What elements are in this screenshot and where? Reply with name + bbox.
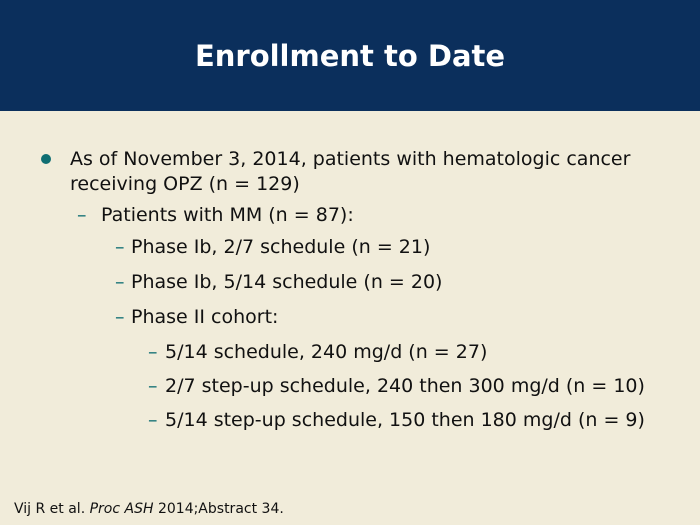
bullet-l3-phase-ii: Phase II cohort: [131, 306, 279, 328]
dash-marker: – [148, 375, 158, 397]
bullet-dot-icon [41, 154, 51, 164]
dash-marker: – [148, 341, 158, 363]
bullet-l3-phase-ib-5-14: Phase Ib, 5/14 schedule (n = 20) [131, 271, 443, 293]
slide-title: Enrollment to Date [194, 39, 506, 73]
dash-marker: – [115, 271, 125, 293]
citation-journal: Proc ASH [89, 501, 154, 517]
bullet-l4-5-14-step-up: 5/14 step-up schedule, 150 then 180 mg/d (n = 9) [165, 409, 645, 431]
dash-marker: – [77, 204, 87, 226]
citation-authors: Vij R et al. [14, 501, 90, 517]
bullet-l2-mm: Patients with MM (n = 87): [101, 204, 354, 226]
citation-footer [14, 500, 284, 518]
dash-marker: – [115, 306, 125, 328]
bullet-l1-line1: As of November 3, 2014, patients with hematologic cancer [70, 148, 631, 170]
bullet-l4-2-7-step-up: 2/7 step-up schedule, 240 then 300 mg/d (n = 10) [165, 375, 645, 397]
bullet-l1-line2: receiving OPZ (n = 129) [70, 173, 300, 195]
bullet-l3-phase-ib-2-7: Phase Ib, 2/7 schedule (n = 21) [131, 236, 431, 258]
dash-marker: – [148, 409, 158, 431]
citation-rest: 2014;Abstract 34. [153, 501, 284, 517]
dash-marker: – [115, 236, 125, 258]
bullet-l4-5-14-240: 5/14 schedule, 240 mg/d (n = 27) [165, 341, 488, 363]
